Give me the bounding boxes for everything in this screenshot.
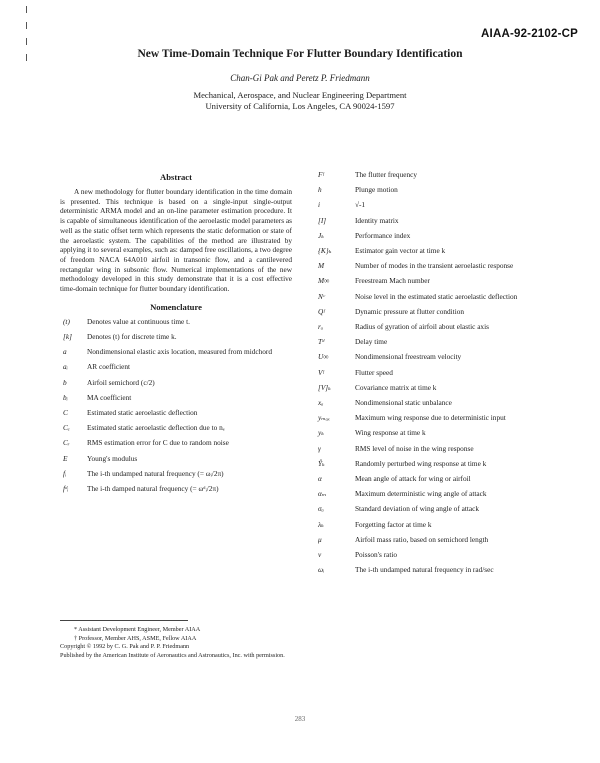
nomenclature-symbol: i bbox=[318, 200, 321, 210]
nomenclature-symbol: C bbox=[63, 407, 68, 417]
copyright-notice: Copyright © 1992 by C. G. Pak and P. P. Friedmann bbox=[60, 643, 190, 651]
nomenclature-entry bbox=[60, 393, 292, 402]
nomenclature-symbol: Qᶠ bbox=[318, 306, 325, 316]
nomenclature-entry bbox=[318, 307, 566, 316]
nomenclature-definition: Wing response at time k bbox=[355, 428, 426, 438]
affiliation bbox=[0, 90, 600, 111]
nomenclature-symbol: Ŷₖ bbox=[318, 458, 325, 468]
nomenclature-symbol: E bbox=[63, 453, 68, 463]
left-column bbox=[60, 172, 292, 499]
nomenclature-symbol: Fᶠ bbox=[318, 170, 324, 179]
page-number: 283 bbox=[294, 715, 306, 723]
nomenclature-definition: Denotes (t) for discrete time k. bbox=[87, 331, 177, 341]
nomenclature-symbol: yₘₐₓ bbox=[318, 413, 330, 423]
nomenclature-symbol: Nᶜ bbox=[318, 291, 325, 301]
nomenclature-symbol: αₘ bbox=[318, 489, 327, 499]
nomenclature-entry bbox=[318, 337, 566, 346]
nomenclature-entry bbox=[318, 398, 566, 407]
nomenclature-entry bbox=[318, 413, 566, 422]
nomenclature-definition: Nondimensional freestream velocity bbox=[355, 352, 462, 362]
nomenclature-entry bbox=[318, 444, 566, 453]
nomenclature-definition: √-1 bbox=[355, 200, 366, 210]
nomenclature-symbol: ωᵢ bbox=[318, 565, 325, 575]
nomenclature-symbol: U∞ bbox=[318, 352, 329, 362]
footnote-2: † Professor, Member AHS, ASME, Fellow AIAA bbox=[74, 634, 197, 642]
nomenclature-definition: Poisson's ratio bbox=[355, 550, 398, 560]
nomenclature-definition: Denotes value at continuous time t. bbox=[87, 316, 190, 326]
nomenclature-definition: Young's modulus bbox=[87, 453, 138, 463]
nomenclature-definition: Noise level in the estimated static aeroelastic deflection bbox=[355, 291, 518, 301]
nomenclature-entry bbox=[60, 454, 292, 463]
nomenclature-entry bbox=[318, 550, 566, 559]
nomenclature-entry bbox=[318, 231, 566, 240]
nomenclature-entry bbox=[318, 535, 566, 544]
nomenclature-definition: The i-th damped natural frequency (= ωᵈᵢ/2π) bbox=[87, 483, 219, 493]
nomenclature-entry bbox=[60, 317, 292, 326]
nomenclature-definition: MA coefficient bbox=[87, 392, 132, 402]
nomenclature-definition: The i-th undamped natural frequency in rad/sec bbox=[355, 565, 494, 575]
nomenclature-entry bbox=[318, 246, 566, 255]
nomenclature-symbol: b bbox=[63, 377, 67, 387]
nomenclature-definition: Radius of gyration of airfoil about elastic axis bbox=[355, 322, 489, 332]
affiliation-department: Mechanical, Aerospace, and Nuclear Engineering Department bbox=[193, 90, 407, 100]
authors: Chan-Gi Pak and Peretz P. Friedmann bbox=[230, 73, 370, 83]
nomenclature-symbol: M∞ bbox=[318, 276, 330, 286]
nomenclature-symbol: σₐ bbox=[318, 504, 324, 514]
footnote-1: * Assistant Development Engineer, Member AIAA bbox=[74, 626, 201, 633]
nomenclature-symbol: h bbox=[318, 185, 322, 195]
footnotes bbox=[60, 620, 460, 660]
nomenclature-symbol: γ bbox=[318, 443, 321, 453]
nomenclature-entry bbox=[318, 383, 566, 392]
nomenclature-symbol: [V]ₖ bbox=[318, 382, 331, 392]
nomenclature-entry bbox=[318, 276, 566, 285]
nomenclature-entry bbox=[318, 520, 566, 529]
nomenclature-definition: Forgetting factor at time k bbox=[355, 519, 432, 529]
nomenclature-definition: Nondimensional static unbalance bbox=[355, 398, 452, 408]
nomenclature-entry bbox=[318, 489, 566, 498]
nomenclature-entry bbox=[318, 292, 566, 301]
nomenclature-definition: Freestream Mach number bbox=[355, 276, 430, 286]
affiliation-university: University of California, Los Angeles, CA 90024-1597 bbox=[205, 100, 395, 111]
nomenclature-entry bbox=[318, 352, 566, 361]
nomenclature-entry bbox=[318, 200, 566, 209]
nomenclature-list-right bbox=[318, 170, 566, 574]
nomenclature-definition: Estimator gain vector at time k bbox=[355, 246, 446, 256]
nomenclature-entry bbox=[318, 368, 566, 377]
nomenclature-entry bbox=[318, 504, 566, 513]
nomenclature-entry bbox=[318, 459, 566, 468]
nomenclature-symbol: rₐ bbox=[318, 322, 323, 332]
nomenclature-heading: Nomenclature bbox=[150, 301, 202, 312]
nomenclature-symbol: [k] bbox=[63, 331, 72, 341]
nomenclature-entry bbox=[318, 170, 566, 179]
nomenclature-definition: Delay time bbox=[355, 337, 388, 347]
nomenclature-entry bbox=[60, 423, 292, 432]
nomenclature-symbol: Cₑ bbox=[63, 423, 70, 433]
footnote-rule bbox=[60, 620, 188, 621]
nomenclature-entry bbox=[60, 332, 292, 341]
nomenclature-definition: Number of modes in the transient aeroelastic response bbox=[355, 261, 514, 271]
nomenclature-definition: The i-th undamped natural frequency (= ωᵢ/2π) bbox=[87, 468, 224, 478]
nomenclature-entry bbox=[318, 474, 566, 483]
nomenclature-symbol: a bbox=[63, 347, 67, 357]
nomenclature-entry bbox=[318, 565, 566, 574]
nomenclature-definition: RMS estimation error for C due to random noise bbox=[87, 438, 229, 448]
nomenclature-definition: Maximum deterministic wing angle of attack bbox=[355, 489, 487, 499]
nomenclature-definition: Estimated static aeroelastic deflection bbox=[87, 407, 198, 417]
abstract-text: A new methodology for flutter boundary identification in the time domain is presented. This technique is based on a single-input single-output deterministic ARMA model and an on-line parameter estimation procedure. It is capable of simultaneous identification of the aeroelastic model parameters as well as the static offset term which represents the static deformation or state of the aeroelastic system. The capabilities of the method are illustrated by applying it to several examples, such as: damped free oscillations, a two degree of freedom NACA 64A010 airfoil in transonic flow, and a cantilevered rectangular wing in subsonic flow. Numerical implementations of the new methodology developed in this study demonstrate that it is a cost effective time-domain technique for flutter boundary identification. bbox=[60, 187, 292, 294]
nomenclature-entry bbox=[60, 362, 292, 371]
nomenclature-symbol: bᵢ bbox=[63, 392, 68, 402]
nomenclature-symbol: α bbox=[318, 474, 322, 484]
nomenclature-symbol: aᵢ bbox=[63, 362, 68, 372]
nomenclature-definition: Identity matrix bbox=[355, 215, 399, 225]
nomenclature-definition: Plunge motion bbox=[355, 185, 398, 195]
nomenclature-symbol: (t) bbox=[63, 316, 70, 326]
nomenclature-definition: Flutter speed bbox=[355, 367, 393, 377]
paper-title: New Time-Domain Technique For Flutter Boundary Identification bbox=[137, 48, 463, 60]
nomenclature-definition: Randomly perturbed wing response at time k bbox=[355, 458, 487, 468]
nomenclature-symbol: M bbox=[318, 261, 325, 271]
nomenclature-definition: Estimated static aeroelastic deflection due to nₑ bbox=[87, 423, 225, 433]
nomenclature-definition: Dynamic pressure at flutter condition bbox=[355, 306, 465, 316]
report-id: AIAA-92-2102-CP bbox=[481, 28, 578, 40]
nomenclature-entry bbox=[60, 378, 292, 387]
nomenclature-entry bbox=[60, 484, 292, 493]
nomenclature-entry bbox=[318, 261, 566, 270]
nomenclature-entry bbox=[318, 322, 566, 331]
nomenclature-definition: AR coefficient bbox=[87, 362, 131, 372]
nomenclature-definition: Covariance matrix at time k bbox=[355, 382, 437, 392]
nomenclature-symbol: Vᶠ bbox=[318, 367, 324, 377]
nomenclature-symbol: μ bbox=[318, 534, 322, 544]
nomenclature-symbol: Tᵈ bbox=[318, 337, 325, 347]
nomenclature-entry bbox=[318, 216, 566, 225]
nomenclature-symbol: [I] bbox=[318, 215, 327, 225]
nomenclature-symbol: Cᵣ bbox=[63, 438, 70, 448]
nomenclature-definition: Standard deviation of wing angle of attack bbox=[355, 504, 480, 514]
nomenclature-symbol: {K}ₖ bbox=[318, 246, 332, 256]
nomenclature-definition: RMS level of noise in the wing response bbox=[355, 443, 474, 453]
nomenclature-symbol: xₐ bbox=[318, 398, 324, 408]
nomenclature-definition: The flutter frequency bbox=[355, 170, 417, 179]
nomenclature-symbol: Jₖ bbox=[318, 230, 324, 240]
nomenclature-definition: Airfoil mass ratio, based on semichord length bbox=[355, 534, 489, 544]
nomenclature-symbol: yₖ bbox=[318, 428, 324, 438]
abstract-heading: Abstract bbox=[160, 172, 192, 182]
publication-notice: Published by the American Institute of Aeronautics and Astronautics, Inc. with permission. bbox=[60, 651, 285, 659]
nomenclature-definition: Airfoil semichord (c/2) bbox=[87, 377, 155, 387]
nomenclature-symbol: fᵢ bbox=[63, 468, 67, 478]
nomenclature-entry bbox=[60, 347, 292, 356]
nomenclature-entry bbox=[318, 185, 566, 194]
nomenclature-definition: Performance index bbox=[355, 230, 411, 240]
nomenclature-entry bbox=[60, 408, 292, 417]
nomenclature-list-left bbox=[60, 317, 292, 493]
nomenclature-symbol: ν bbox=[318, 550, 322, 560]
right-column bbox=[318, 170, 566, 580]
nomenclature-definition: Maximum wing response due to deterministic input bbox=[355, 413, 506, 423]
nomenclature-entry bbox=[60, 469, 292, 478]
nomenclature-symbol: λₖ bbox=[318, 519, 324, 529]
nomenclature-definition: Mean angle of attack for wing or airfoil bbox=[355, 474, 471, 484]
nomenclature-symbol: fᵈᵢ bbox=[63, 483, 69, 493]
nomenclature-definition: Nondimensional elastic axis location, measured from midchord bbox=[87, 347, 273, 357]
nomenclature-entry bbox=[60, 438, 292, 447]
nomenclature-entry bbox=[318, 428, 566, 437]
